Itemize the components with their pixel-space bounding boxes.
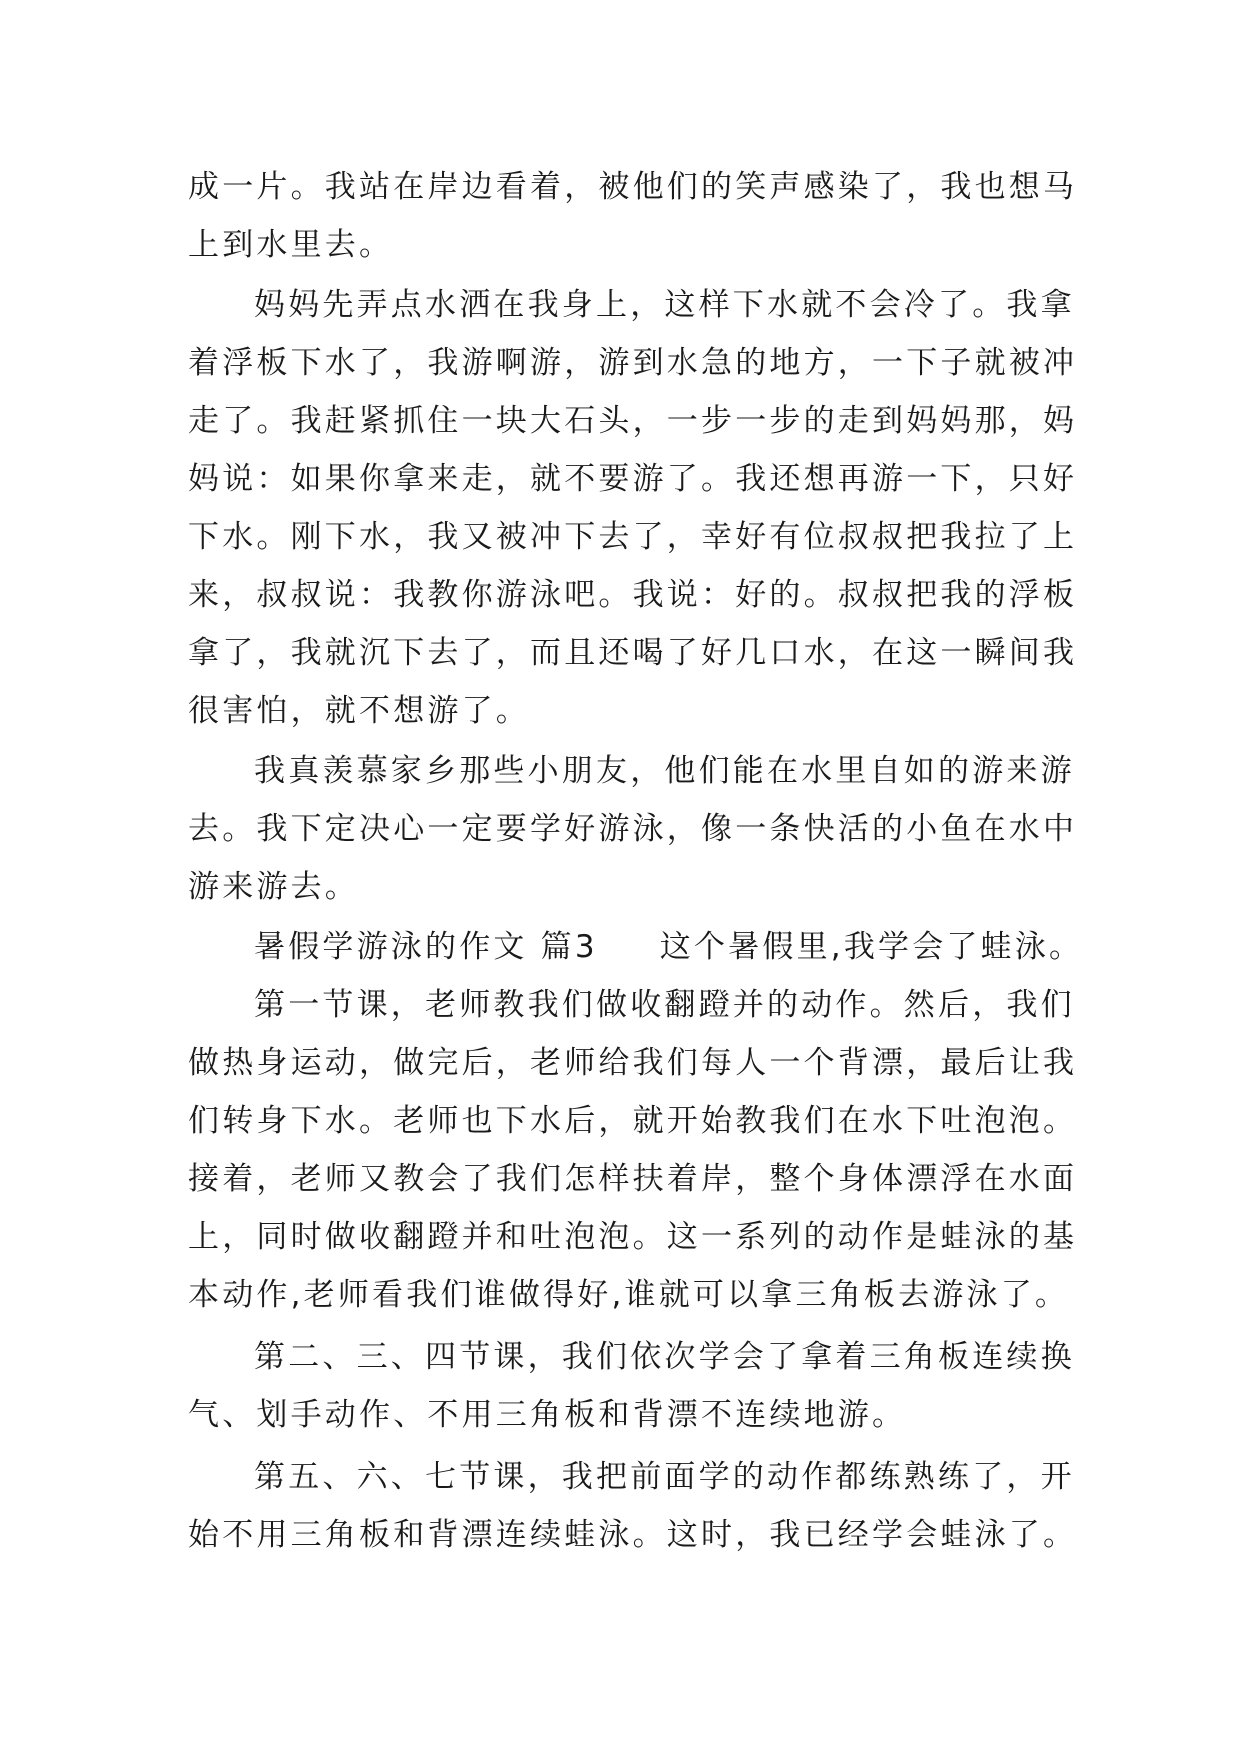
text-line: 第二、三、四节课，我们依次学会了拿着三角板连续换 (254, 1339, 1075, 1375)
text-line: 成一片。我站在岸边看着，被他们的笑声感染了，我也想马 (188, 169, 1078, 205)
text-line: 上到水里去。 (188, 227, 394, 263)
text-line: 们转身下水。老师也下水后，就开始教我们在水下吐泡泡。 (188, 1103, 1078, 1139)
text-line: 来，叔叔说：我教你游泳吧。我说：好的。叔叔把我的浮板 (188, 577, 1078, 613)
text-line: 第一节课，老师教我们做收翻蹬并的动作。然后，我们 (254, 987, 1075, 1023)
document-body (188, 158, 1084, 1564)
text-line: 第五、六、七节课，我把前面学的动作都练熟练了，开 (254, 1459, 1075, 1495)
text-line: 去。我下定决心一定要学好游泳，像一条快活的小鱼在水中 (188, 811, 1078, 847)
text-line: 气、划手动作、不用三角板和背漂不连续地游。 (188, 1397, 907, 1433)
text-line: 下水。刚下水，我又被冲下去了，幸好有位叔叔把我拉了上 (188, 519, 1078, 555)
text-line: 妈妈先弄点水洒在我身上，这样下水就不会冷了。我拿 (254, 287, 1075, 323)
paragraph (188, 1328, 1078, 1444)
text-line: 走了。我赶紧抓住一块大石头，一步一步的走到妈妈那，妈 (188, 403, 1078, 439)
text-line: 始不用三角板和背漂连续蛙泳。这时，我已经学会蛙泳了。 (188, 1517, 1078, 1553)
text-line: 很害怕，就不想游了。 (188, 693, 530, 729)
paragraph (188, 976, 1078, 1324)
text-line: 上，同时做收翻蹬并和吐泡泡。这一系列的动作是蛙泳的基 (188, 1219, 1078, 1255)
paragraph (188, 742, 1078, 916)
paragraph (188, 158, 1078, 274)
section-first-sentence: 这个暑假里,我学会了蛙泳。 (659, 929, 1084, 965)
text-line: 游来游去。 (188, 869, 359, 905)
section-heading (188, 918, 1084, 976)
paragraph (188, 276, 1078, 740)
text-line: 着浮板下水了，我游啊游，游到水急的地方，一下子就被冲 (188, 345, 1078, 381)
text-line: 做热身运动，做完后，老师给我们每人一个背漂，最后让我 (188, 1045, 1078, 1081)
section-title: 暑假学游泳的作文 篇3 (254, 929, 598, 965)
paragraph (188, 1448, 1078, 1564)
text-line: 拿了，我就沉下去了，而且还喝了好几口水，在这一瞬间我 (188, 635, 1078, 671)
text-line: 妈说：如果你拿来走，就不要游了。我还想再游一下，只好 (188, 461, 1078, 497)
text-line: 我真羡慕家乡那些小朋友，他们能在水里自如的游来游 (254, 753, 1075, 789)
text-line: 本动作,老师看我们谁做得好,谁就可以拿三角板去游泳了。 (188, 1277, 1070, 1313)
text-line: 接着，老师又教会了我们怎样扶着岸，整个身体漂浮在水面 (188, 1161, 1078, 1197)
